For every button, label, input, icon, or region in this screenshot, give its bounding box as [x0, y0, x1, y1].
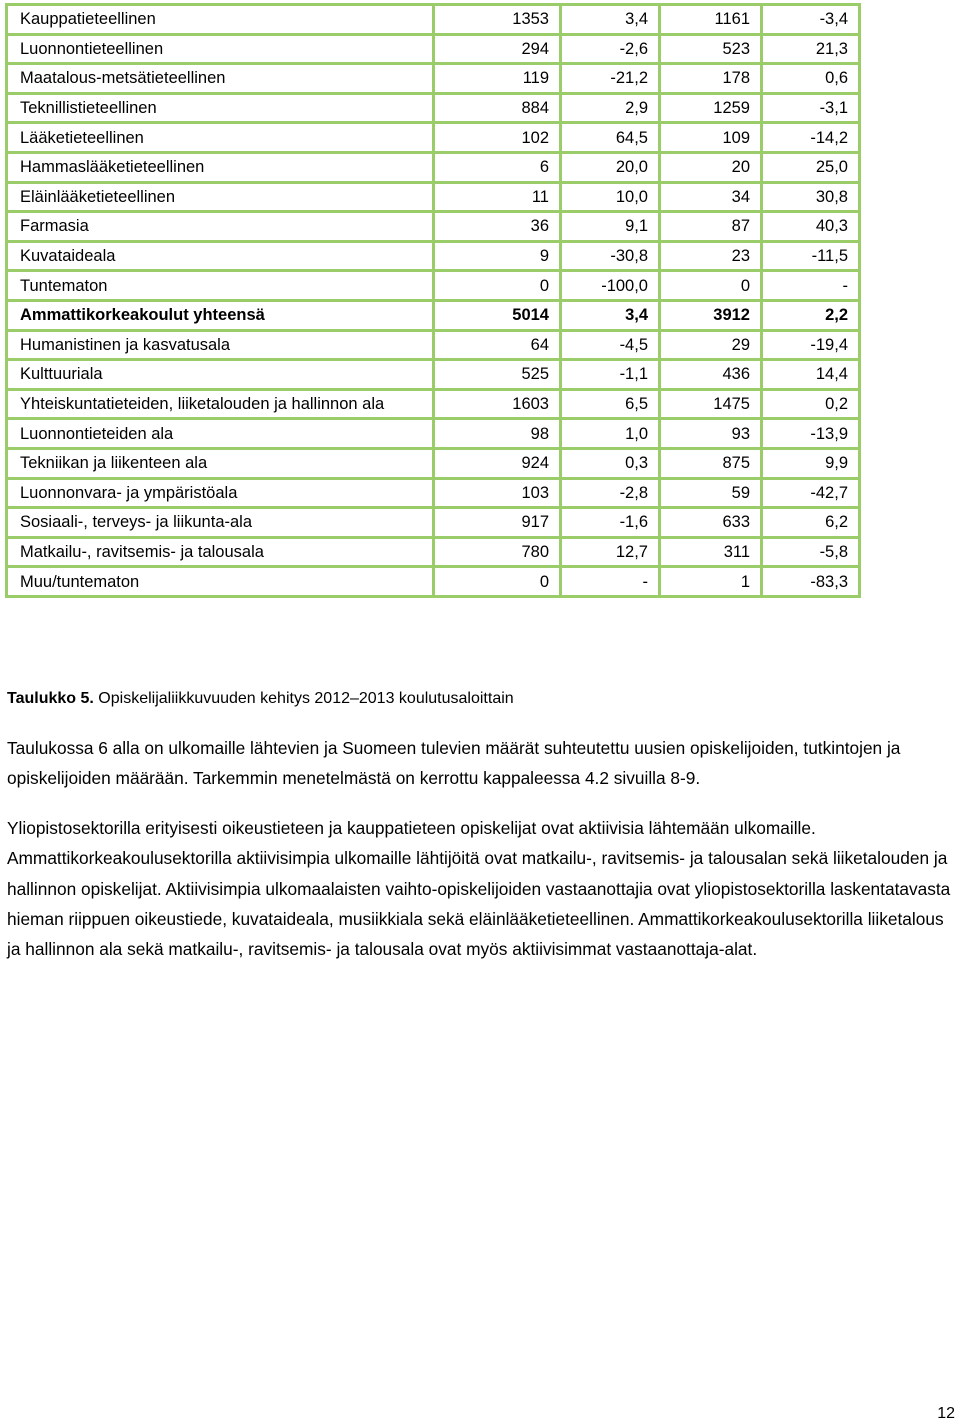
- value-cell-2: -30,8: [561, 241, 660, 271]
- value-cell-4: 40,3: [762, 212, 860, 242]
- row-label-cell: Teknillistieteellinen: [7, 93, 434, 123]
- value-cell-1: 36: [434, 212, 561, 242]
- value-cell-4: -14,2: [762, 123, 860, 153]
- value-cell-4: -: [762, 271, 860, 301]
- value-cell-3: 1161: [660, 5, 762, 35]
- value-cell-2: 12,7: [561, 537, 660, 567]
- caption-text: Opiskelijaliikkuvuuden kehitys 2012–2013 koulutusaloittain: [93, 690, 514, 707]
- value-cell-1: 102: [434, 123, 561, 153]
- value-cell-3: 436: [660, 360, 762, 390]
- row-label-cell: Yhteiskuntatieteiden, liiketalouden ja hallinnon ala: [7, 389, 434, 419]
- value-cell-3: 29: [660, 330, 762, 360]
- value-cell-3: 1475: [660, 389, 762, 419]
- value-cell-3: 523: [660, 34, 762, 64]
- row-label-cell: Lääketieteellinen: [7, 123, 434, 153]
- value-cell-1: 11: [434, 182, 561, 212]
- value-cell-4: 9,9: [762, 448, 860, 478]
- value-cell-1: 0: [434, 271, 561, 301]
- table-row: [7, 212, 860, 242]
- value-cell-3: 109: [660, 123, 762, 153]
- value-cell-2: 20,0: [561, 152, 660, 182]
- value-cell-1: 525: [434, 360, 561, 390]
- value-cell-4: 0,2: [762, 389, 860, 419]
- value-cell-3: 20: [660, 152, 762, 182]
- value-cell-4: -13,9: [762, 419, 860, 449]
- value-cell-3: 1: [660, 567, 762, 597]
- row-label-cell: Muu/tuntematon: [7, 567, 434, 597]
- value-cell-3: 3912: [660, 300, 762, 330]
- value-cell-4: -5,8: [762, 537, 860, 567]
- value-cell-2: -2,6: [561, 34, 660, 64]
- paragraph-1: Taulukossa 6 alla on ulkomaille lähtevien ja Suomeen tulevien määrät suhteutettu uusien opiskelijoiden, tutkintojen ja opiskelijoiden määrään. Tarkemmin menetelmästä on kerrottu kappaleessa 4.2 sivuilla 8-9.: [7, 738, 901, 789]
- page-number: 12: [937, 1405, 955, 1422]
- table-row: [7, 5, 860, 35]
- value-cell-2: -21,2: [561, 64, 660, 94]
- paragraph-2: Yliopistosektorilla erityisesti oikeustieteen ja kauppatieteen opiskelijat ovat aktiivisia lähtemään ulkomaille. Ammattikorkeakoulusektorilla aktiivisimpia ulkomaille lähtijöitä ovat matkailu-, ravitsemis- ja talousalan sekä liiketalouden ja hallinnon opiskelijat. Aktiivisimpia ulkomaalaisten vaihto-opiskelijoiden vastaanottajia ovat yliopistosektorilla laskentatavasta hieman riippuen oikeustiede, kuvataideala, musiikkiala sekä eläinlääketieteellinen. Ammattikorkeakoulusektorilla liiketalous ja hallinnon ala sekä matkailu-, ravitsemis- ja talousala ovat myös aktiivisimmat vastaanottaja-alat.: [7, 818, 951, 960]
- row-label-cell: Maatalous-metsätieteellinen: [7, 64, 434, 94]
- value-cell-4: 6,2: [762, 508, 860, 538]
- value-cell-4: -11,5: [762, 241, 860, 271]
- table-row: [7, 448, 860, 478]
- row-label-cell: Luonnontieteellinen: [7, 34, 434, 64]
- row-label-cell: Luonnonvara- ja ympäristöala: [7, 478, 434, 508]
- value-cell-2: 1,0: [561, 419, 660, 449]
- value-cell-2: -1,6: [561, 508, 660, 538]
- value-cell-2: -4,5: [561, 330, 660, 360]
- value-cell-2: 3,4: [561, 5, 660, 35]
- mobility-table: [5, 3, 861, 598]
- row-label-cell: Kauppatieteellinen: [7, 5, 434, 35]
- value-cell-3: 633: [660, 508, 762, 538]
- value-cell-1: 1603: [434, 389, 561, 419]
- value-cell-2: 9,1: [561, 212, 660, 242]
- table-row: [7, 537, 860, 567]
- row-label-cell: Eläinlääketieteellinen: [7, 182, 434, 212]
- table-row: [7, 64, 860, 94]
- value-cell-1: 9: [434, 241, 561, 271]
- row-label-cell: Farmasia: [7, 212, 434, 242]
- value-cell-1: 98: [434, 419, 561, 449]
- value-cell-4: 2,2: [762, 300, 860, 330]
- value-cell-2: 3,4: [561, 300, 660, 330]
- value-cell-1: 0: [434, 567, 561, 597]
- value-cell-4: -42,7: [762, 478, 860, 508]
- row-label-cell: Sosiaali-, terveys- ja liikunta-ala: [7, 508, 434, 538]
- value-cell-1: 64: [434, 330, 561, 360]
- table-row: [7, 360, 860, 390]
- value-cell-1: 917: [434, 508, 561, 538]
- value-cell-1: 6: [434, 152, 561, 182]
- value-cell-1: 780: [434, 537, 561, 567]
- value-cell-2: -: [561, 567, 660, 597]
- row-label-cell: Kulttuuriala: [7, 360, 434, 390]
- value-cell-3: 178: [660, 64, 762, 94]
- value-cell-2: -1,1: [561, 360, 660, 390]
- value-cell-4: -19,4: [762, 330, 860, 360]
- table-row: [7, 300, 860, 330]
- row-label-cell: Tuntematon: [7, 271, 434, 301]
- table-row: [7, 152, 860, 182]
- table-row: [7, 389, 860, 419]
- table-caption: [7, 688, 514, 710]
- table-row: [7, 330, 860, 360]
- value-cell-3: 1259: [660, 93, 762, 123]
- table-row: [7, 34, 860, 64]
- value-cell-4: 14,4: [762, 360, 860, 390]
- value-cell-3: 311: [660, 537, 762, 567]
- table-row: [7, 271, 860, 301]
- table-row: [7, 241, 860, 271]
- value-cell-3: 23: [660, 241, 762, 271]
- value-cell-2: 64,5: [561, 123, 660, 153]
- row-label-cell: Matkailu-, ravitsemis- ja talousala: [7, 537, 434, 567]
- row-label-cell: Ammattikorkeakoulut yhteensä: [7, 300, 434, 330]
- value-cell-3: 59: [660, 478, 762, 508]
- value-cell-2: -100,0: [561, 271, 660, 301]
- row-label-cell: Tekniikan ja liikenteen ala: [7, 448, 434, 478]
- value-cell-2: -2,8: [561, 478, 660, 508]
- value-cell-4: 21,3: [762, 34, 860, 64]
- row-label-cell: Hammaslääketieteellinen: [7, 152, 434, 182]
- value-cell-4: 25,0: [762, 152, 860, 182]
- table-body: [7, 5, 860, 597]
- value-cell-2: 0,3: [561, 448, 660, 478]
- value-cell-3: 87: [660, 212, 762, 242]
- value-cell-2: 6,5: [561, 389, 660, 419]
- value-cell-4: -83,3: [762, 567, 860, 597]
- value-cell-1: 1353: [434, 5, 561, 35]
- value-cell-4: 30,8: [762, 182, 860, 212]
- value-cell-3: 93: [660, 419, 762, 449]
- value-cell-1: 924: [434, 448, 561, 478]
- value-cell-4: -3,4: [762, 5, 860, 35]
- value-cell-1: 294: [434, 34, 561, 64]
- table-row: [7, 93, 860, 123]
- row-label-cell: Humanistinen ja kasvatusala: [7, 330, 434, 360]
- row-label-cell: Kuvataideala: [7, 241, 434, 271]
- table-row: [7, 419, 860, 449]
- table-row: [7, 123, 860, 153]
- value-cell-2: 10,0: [561, 182, 660, 212]
- table-row: [7, 478, 860, 508]
- table-row: [7, 182, 860, 212]
- table-row: [7, 567, 860, 597]
- value-cell-3: 34: [660, 182, 762, 212]
- value-cell-2: 2,9: [561, 93, 660, 123]
- row-label-cell: Luonnontieteiden ala: [7, 419, 434, 449]
- value-cell-4: 0,6: [762, 64, 860, 94]
- value-cell-1: 103: [434, 478, 561, 508]
- caption-label: Taulukko 5.: [7, 690, 94, 707]
- table-row: [7, 508, 860, 538]
- value-cell-3: 0: [660, 271, 762, 301]
- value-cell-1: 119: [434, 64, 561, 94]
- value-cell-3: 875: [660, 448, 762, 478]
- value-cell-1: 884: [434, 93, 561, 123]
- value-cell-4: -3,1: [762, 93, 860, 123]
- value-cell-1: 5014: [434, 300, 561, 330]
